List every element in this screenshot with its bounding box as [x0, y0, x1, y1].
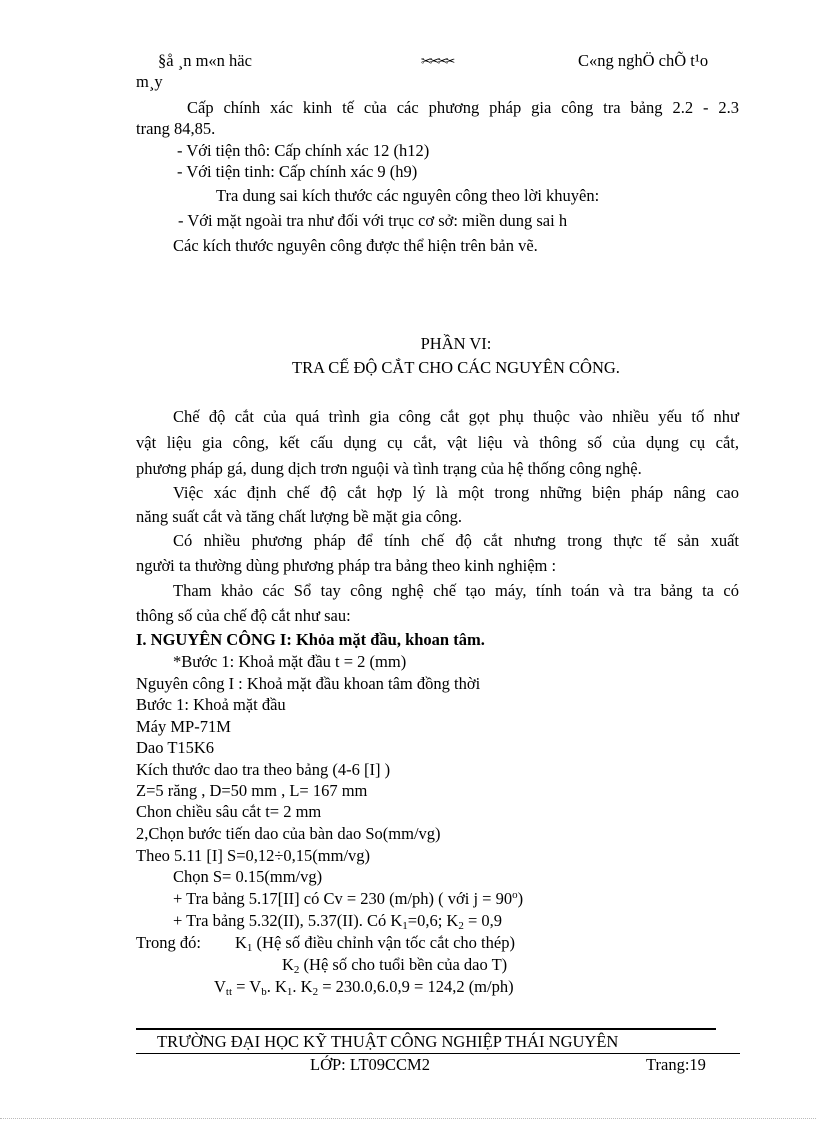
v-k2-sub: 2	[312, 986, 319, 998]
k-text-a: + Tra bảng 5.32(II), 5.37(II). Có K	[173, 911, 403, 930]
footer-rule-top	[136, 1028, 716, 1030]
spec-line: Máy MP-71M	[136, 717, 231, 736]
cv-text: + Tra bảng 5.17[II] có Cv = 230 (m/ph) ( với j = 90	[173, 889, 513, 908]
k-text-b: =0,6; K	[407, 911, 459, 930]
intro-line-2: trang 84,85.	[136, 119, 216, 138]
para-1-line-2: vật liệu gia công, kết cấu dụng cụ cắt, vật liệu và thông số của dụng cụ cắt,	[136, 433, 739, 452]
step-1: *Bước 1: Khoả mặt đầu t = 2 (mm)	[173, 652, 407, 671]
spec-line: Kích thước dao tra theo bảng (4-6 [I] )	[136, 760, 391, 779]
spec-line: Chon chiều sâu cắt t= 2 mm	[136, 802, 322, 821]
v-eq: = V	[232, 977, 262, 996]
cv-line	[173, 889, 523, 909]
v-result: = 230.0,6.0,9 = 124,2 (m/ph)	[318, 977, 514, 996]
para-1-line-1: Chế độ cắt của quá trình gia công cắt gọt phụ thuộc vào nhiều yếu tố như	[173, 407, 739, 426]
v-tt: tt	[225, 986, 233, 998]
operation-heading: I. NGUYÊN CÔNG I: Khỏa mặt đầu, khoan tâm.	[136, 630, 485, 649]
intro-item-2: - Với tiện tinh: Cấp chính xác 9 (h9)	[177, 162, 418, 181]
choose-s: Chọn S= 0.15(mm/vg)	[173, 867, 323, 886]
k2-sub: 2	[293, 964, 300, 976]
spec-line: Bước 1: Khoả mặt đầu	[136, 695, 286, 714]
v-k2: . K	[292, 977, 313, 996]
spec-line: Nguyên công I : Khoả mặt đầu khoan tâm đồng thời	[136, 674, 481, 693]
footer-page-number: Trang:19	[646, 1055, 706, 1074]
k1-definition	[235, 933, 515, 953]
intro-line-1: Cấp chính xác kinh tế của các phương pháp gia công tra bảng 2.2 - 2.3	[187, 98, 739, 117]
para-2-line-2: năng suất cắt và tăng chất lượng bề mặt gia công.	[136, 507, 463, 526]
k-line	[173, 911, 502, 931]
page-edge	[0, 1118, 816, 1119]
para-3-line-1: Có nhiều phương pháp để tính chế độ cắt nhưng trong thực tế sản xuất	[173, 531, 739, 550]
v-b: b	[261, 986, 267, 998]
section-title-2: TRA CẾ ĐỘ CẮT CHO CÁC NGUYÊN CÔNG.	[292, 358, 620, 377]
sub-2: 2	[458, 920, 464, 932]
para-3-line-2: người ta thường dùng phương pháp tra bảng theo kinh nghiệm :	[136, 556, 557, 575]
spec-line: Z=5 răng , D=50 mm , L= 167 mm	[136, 781, 368, 800]
footer-school: TRƯỜNG ĐẠI HỌC KỸ THUẬT CÔNG NGHIỆP THÁI NGUYÊN	[157, 1032, 619, 1051]
sub-1: 1	[402, 920, 408, 932]
header-ornament: ✂✂✂✂	[421, 54, 454, 68]
degree-mark: o	[512, 889, 518, 901]
section-title-1: PHẦN VI:	[420, 334, 492, 353]
spec-line: Dao T15K6	[136, 738, 215, 757]
v-k1-sub: 1	[286, 986, 293, 998]
intro-line-3: Tra dung sai kích thước các nguyên công theo lời khuyên:	[216, 186, 600, 205]
where-label: Trong đó:	[136, 933, 201, 952]
velocity-formula	[214, 977, 514, 997]
k1-sub: 1	[246, 942, 253, 954]
spec-line: Theo 5.11 [I] S=0,12÷0,15(mm/vg)	[136, 846, 371, 865]
v-letter: V	[214, 977, 226, 996]
v-k1: . K	[266, 977, 287, 996]
para-1-line-3: phương pháp gá, dung dịch trơn nguội và tình trạng của hệ thống công nghệ.	[136, 459, 642, 478]
para-2-line-1: Việc xác định chế độ cắt hợp lý là một trong những biện pháp nâng cao	[173, 483, 739, 502]
k-text-c: = 0,9	[463, 911, 503, 930]
para-4-line-2: thông số của chế độ cắt như sau:	[136, 606, 351, 625]
header-right: C«ng nghÖ chÕ t¹o	[578, 51, 709, 70]
k2-definition	[282, 955, 507, 975]
k1-letter: K	[235, 933, 247, 952]
k1-desc: (Hệ số điều chỉnh vận tốc cắt cho thép)	[252, 933, 515, 952]
k2-letter: K	[282, 955, 294, 974]
k2-desc: (Hệ số cho tuổi bền của dao T)	[299, 955, 508, 974]
header-left: §å ¸n m«n häc	[158, 51, 252, 70]
para-4-line-1: Tham khảo các Sổ tay công nghệ chế tạo máy, tính toán và tra bảng ta có	[173, 581, 739, 600]
cv-end: )	[517, 889, 524, 908]
footer-rule-bottom	[136, 1053, 740, 1054]
intro-item-3: - Với mặt ngoài tra như đối với trục cơ sở: miền dung sai h	[178, 211, 568, 230]
intro-line-4: Các kích thước nguyên công được thể hiện trên bản vẽ.	[173, 236, 538, 255]
header-wrap: m¸y	[136, 72, 163, 91]
spec-line: 2,Chọn bước tiến dao của bàn dao So(mm/vg)	[136, 824, 441, 843]
intro-item-1: - Với tiện thô: Cấp chính xác 12 (h12)	[177, 141, 430, 160]
footer-class: LỚP: LT09CCM2	[310, 1055, 430, 1074]
